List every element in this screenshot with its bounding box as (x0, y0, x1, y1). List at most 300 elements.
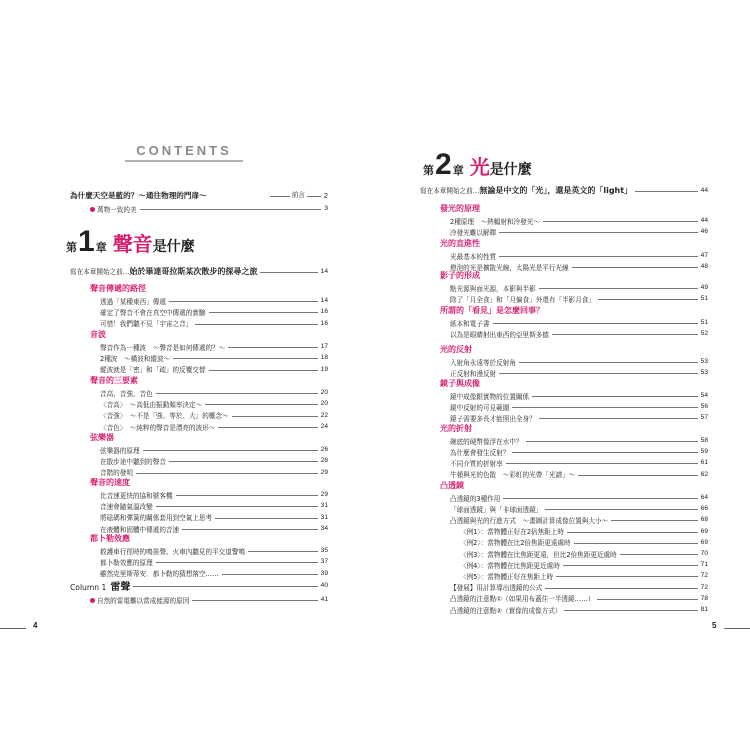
column-label: Column 1 (70, 583, 107, 592)
toc-entry (450, 412, 708, 423)
toc-entry-label: 冷發光難以解釋 (450, 228, 497, 237)
leader-line (611, 520, 697, 521)
toc-entry-column (70, 580, 328, 591)
toc-entry-text (450, 504, 542, 514)
section-heading: 聲音傳遞的路徑 (90, 284, 146, 293)
section-heading: 影子的形成 (440, 271, 480, 280)
toc-entry-label: 在液體和固體中傳遞的音速 (100, 525, 180, 534)
leader-line (512, 407, 697, 408)
toc-entry-text (100, 318, 192, 328)
toc-page-number: 78 (700, 594, 708, 602)
toc-entry-text (100, 490, 173, 500)
leader-line (635, 191, 698, 192)
toc-entry-label: 除了「月全食」和「月偏食」外還有「半影月食」 (450, 295, 596, 304)
toc-entry-text (450, 357, 516, 367)
leader-line (248, 551, 318, 552)
toc-page-number: 54 (700, 392, 708, 399)
toc-page-number: 62 (700, 470, 708, 478)
toc-entry-text (450, 605, 561, 615)
toc-entry-label: 光最基本的性質 (450, 252, 497, 261)
toc-page-number: 37 (320, 558, 328, 566)
leader-line (140, 209, 322, 210)
toc-entry-label: 凸透鏡的3種作用 (450, 494, 501, 503)
contents-title: CONTENTS (136, 143, 232, 158)
toc-entry (450, 514, 708, 525)
leader-line (270, 191, 321, 199)
toc-entry-label: 〈例2〉：當物體在比2倍焦距更遠處時 (460, 539, 571, 548)
chapter-intro-entry (70, 266, 328, 277)
chapter-heading (66, 225, 195, 259)
leader-line (156, 393, 318, 394)
toc-entry (460, 548, 708, 559)
toc-page-number: 2 (323, 191, 328, 200)
toc-entry-text (100, 364, 206, 374)
toc-entry-label: 為什麼會發生反射？ (450, 448, 510, 457)
leader-line (552, 334, 698, 335)
toc-entry-label: 「球面透鏡」與「非球面透鏡」 (450, 505, 543, 514)
toc-entry-text (450, 368, 496, 378)
toc-entry-label: 凸透鏡與光的行進方式 ～畫圖計算成像位置與大小～ (450, 516, 609, 525)
toc-entry (100, 444, 328, 455)
toc-entry (450, 401, 708, 412)
section-heading: 鏡子與成像 (440, 379, 480, 388)
toc-page-number: 66 (700, 505, 708, 513)
toc-page-number: 14 (320, 268, 328, 275)
toc-page-number: 39 (320, 569, 328, 577)
right-folio-rule (724, 628, 750, 629)
toc-entry (450, 328, 708, 339)
toc-page-number: 19 (320, 365, 328, 373)
leader-line (620, 554, 698, 555)
toc-entry (100, 364, 328, 375)
toc-entry (100, 306, 328, 317)
toc-entry-label: 可惜！我們聽不見「宇宙之音」 (100, 320, 193, 329)
leader-line (597, 599, 697, 600)
leader-line (218, 427, 317, 428)
toc-page-number: 68 (700, 516, 708, 524)
toc-entry-text (450, 493, 500, 503)
leader-line (556, 576, 697, 577)
toc-entry-label: 比音速更快的協和號客機 (100, 491, 173, 500)
toc-entry (450, 356, 708, 367)
toc-page-number: 29 (320, 491, 328, 498)
toc-entry-text (100, 353, 170, 363)
toc-entry (450, 293, 708, 304)
leader-line (578, 475, 697, 476)
toc-entry-label: 縱波就是「密」和「疏」的反覆交替 (100, 366, 206, 375)
leader-line (503, 498, 697, 499)
leader-line (543, 221, 698, 222)
section-heading: 凸透鏡 (440, 481, 464, 490)
chapter-title-main: 光 (469, 155, 490, 179)
toc-entry-label: 萬物一致的美 (97, 205, 137, 214)
toc-entry-text (450, 593, 594, 603)
leader-line (156, 562, 318, 563)
leader-line (519, 362, 698, 363)
toc-entry (450, 435, 708, 446)
toc-page-number: 16 (320, 319, 328, 327)
section-heading: 音波 (90, 330, 106, 339)
toc-entry-text (450, 436, 523, 446)
toc-page-number: 20 (320, 389, 328, 396)
toc-entry-text (450, 329, 549, 339)
left-folio-rule (0, 628, 26, 629)
leader-line (572, 267, 698, 268)
toc-entry (100, 556, 328, 567)
toc-entry-label: 燈泡的光是擴散光線，太陽光是平行光線 (450, 263, 569, 272)
toc-page-number: 53 (700, 369, 708, 377)
toc-entry-label: 音階的發明 (100, 469, 133, 478)
chapter-suffix: 章 (452, 164, 464, 177)
leader-line (173, 358, 318, 359)
toc-page-number: 31 (320, 502, 328, 510)
toc-entry-label: 〈例3〉：當物體在比焦距更遠，但比2倍焦距更近處時 (460, 550, 617, 559)
toc-entry-label: 〈例1〉：當物體正好在2倍焦距上時 (460, 528, 564, 537)
bullet-dot-icon (90, 207, 95, 212)
toc-entry-text (100, 456, 166, 466)
toc-page-number: 18 (320, 354, 328, 362)
toc-entry-column-sub (90, 594, 328, 605)
toc-entry-text (100, 388, 153, 398)
toc-page-number: 14 (320, 297, 328, 304)
leader-line (169, 301, 318, 302)
chapter-heading (423, 148, 532, 182)
toc-entry (100, 545, 328, 556)
toc-entry (100, 467, 328, 478)
toc-entry (450, 469, 708, 480)
leader-line (499, 232, 698, 233)
leader-line (232, 416, 318, 417)
toc-entry (100, 410, 328, 421)
toc-entry-label: 凸透鏡的注意點①（如果用布蓋住一半透鏡……） (450, 595, 595, 604)
toc-entry-text (450, 582, 542, 592)
toc-page-number: 61 (700, 459, 708, 467)
toc-page-number: 64 (700, 494, 708, 501)
toc-entry-label: 音速會隨氣溫改變 (100, 502, 153, 511)
leader-line (133, 586, 317, 587)
toc-entry-text (100, 342, 225, 352)
chapter-prefix: 第 (66, 241, 77, 254)
toc-entry-text (450, 294, 595, 304)
section-heading: 弦樂器 (90, 433, 114, 442)
section-heading: 光的反射 (440, 345, 472, 354)
chapter-intro-title: 無論是中文的「光」，還是英文的「light」 (479, 186, 633, 195)
toc-page-number: 28 (320, 457, 328, 465)
toc-entry-text (100, 399, 202, 409)
toc-entry-text (100, 568, 219, 578)
toc-entry-text (460, 537, 571, 547)
toc-entry-text (450, 227, 496, 237)
toc-entry-text (100, 410, 229, 420)
toc-entry (100, 398, 328, 409)
leader-line (156, 506, 318, 507)
toc-entry (100, 352, 328, 363)
toc-entry-label: 紙本和電子書 (450, 319, 490, 328)
toc-entry-label: 〈音色〉 ～純粹的聲音是漂亮的波形～ (100, 423, 216, 432)
section-heading: 所謂的「看見」是怎麼回事？ (440, 306, 544, 315)
toc-entry (450, 317, 708, 328)
toc-entry (100, 421, 328, 432)
section-heading: 聲音的速度 (90, 478, 130, 487)
toc-entry-label: 正反射和漫反射 (450, 369, 497, 378)
leader-line (545, 509, 697, 510)
toc-entry-text (450, 469, 575, 479)
toc-entry (100, 489, 328, 500)
toc-entry-text (450, 447, 509, 457)
toc-entry-text (450, 413, 536, 423)
toc-entry (450, 367, 708, 378)
toc-entry-label: 〈音強〉 ～不是「強、等於、大」的概念～ (100, 412, 229, 421)
toc-entry-text (450, 251, 496, 261)
toc-entry-preface-sub (90, 203, 328, 214)
toc-entry-text (100, 422, 215, 432)
toc-page-number: 17 (320, 343, 328, 350)
toc-entry-text (100, 512, 212, 522)
leader-line (195, 324, 317, 325)
toc-entry-label: 透過「某種東西」傳遞 (100, 297, 166, 306)
toc-entry-label: 將砝碼和彈簧的關係套用到空氣上思考 (100, 514, 213, 523)
toc-entry (450, 390, 708, 401)
leader-line (176, 495, 318, 496)
toc-entry-text (100, 546, 245, 556)
chapter-title-rest: 是什麼 (152, 239, 195, 255)
section-heading: 發光的原理 (440, 204, 480, 213)
column-title: 雷聲 (110, 582, 131, 593)
chapter-title-rest: 是什麼 (489, 162, 532, 178)
toc-entry (100, 500, 328, 511)
toc-page-number: 31 (320, 513, 328, 521)
leader-line (532, 396, 698, 397)
toc-entry-label: 聲音作為一種波 ～聲音是如何傳遞的？～ (100, 343, 226, 352)
toc-entry-label: 【發展】用計算導出透鏡的公式 (450, 584, 543, 593)
chapter-intro-entry (420, 185, 708, 196)
toc-page-number: 57 (700, 414, 708, 422)
leader-line (563, 565, 698, 566)
toc-page-number: 24 (320, 423, 328, 431)
toc-entry-label: 在散步途中聽到的聲音 (100, 457, 166, 466)
leader-line (260, 272, 317, 273)
toc-page-number: 34 (320, 525, 328, 533)
chapter-title-main: 聲音 (112, 232, 153, 256)
toc-entry-label: 點光源與面光源，本影與半影 (450, 284, 536, 293)
bullet-dot-icon (90, 598, 95, 603)
toc-page-number: 69 (700, 538, 708, 546)
toc-entry (460, 570, 708, 581)
toc-page-number: 52 (700, 330, 708, 338)
toc-page-number: 69 (700, 527, 708, 535)
toc-entry-label: 入射角永遠等於反射角 (450, 358, 516, 367)
toc-page-number: 47 (700, 252, 708, 259)
toc-page-number: 58 (700, 437, 708, 444)
leader-line (136, 473, 318, 474)
leader-line (526, 441, 698, 442)
toc-page-number: 59 (700, 448, 708, 456)
toc-entry (450, 582, 708, 593)
toc-entry-label: 自然的雷電難以當成能源的原因 (97, 596, 190, 605)
toc-page-number: 72 (700, 583, 708, 591)
toc-entry-label: 都卜勒效應的原理 (100, 558, 153, 567)
toc-entry-label: 音高、音強、音色 (100, 389, 153, 398)
leader-line (182, 529, 318, 530)
toc-page-number: 71 (700, 561, 708, 569)
toc-entry-text (90, 204, 137, 214)
toc-entry-label: 2種波 ～橫波和縱波～ (100, 354, 171, 363)
toc-page-number: 20 (320, 400, 328, 408)
toc-entry-text (100, 307, 206, 317)
leader-line (209, 312, 318, 313)
leader-line (209, 370, 318, 371)
toc-entry-label: 鏡子需要多長才能照出全身？ (450, 414, 536, 423)
chapter-intro-text (420, 185, 632, 196)
toc-page-number: 51 (700, 319, 708, 326)
leader-line (539, 288, 698, 289)
toc-entry-label: 以為是眼睛射出東西的亞里斯多德 (450, 330, 549, 339)
toc-page-number: 16 (320, 308, 328, 316)
toc-entry-label: 〈例5〉：當物體正好在焦距上時 (460, 572, 554, 581)
toc-page-number: 29 (320, 468, 328, 476)
toc-entry-text (100, 445, 140, 455)
toc-entry-text (100, 296, 166, 306)
leader-line (205, 404, 317, 405)
toc-entry-text (100, 557, 153, 567)
toc-entry-label: 碗底的硬幣像浮在水中？ (450, 437, 523, 446)
toc-entry-text (70, 190, 267, 201)
leader-line (215, 518, 318, 519)
toc-entry-text (460, 571, 553, 581)
chapter-number: 1 (78, 225, 95, 258)
chapter-number: 2 (435, 148, 452, 181)
toc-page-number: 49 (700, 284, 708, 291)
leader-line (598, 299, 698, 300)
toc-entry (450, 215, 708, 226)
toc-entry (450, 282, 708, 293)
right-page-number: 5 (712, 621, 717, 630)
leader-line (574, 543, 698, 544)
toc-entry (450, 503, 708, 514)
toc-entry (450, 593, 708, 604)
leader-line (506, 463, 698, 464)
leader-line (499, 256, 698, 257)
toc-entry-text (460, 549, 617, 559)
toc-page-number: 51 (700, 295, 708, 303)
toc-page-number: 72 (700, 572, 708, 580)
toc-entry-label: 凸透鏡的注意點②（實像的成像方式） (450, 606, 562, 615)
toc-entry (460, 537, 708, 548)
leader-line (567, 532, 698, 533)
chapter-intro-lead: 寫在本章開始之前… (420, 187, 480, 195)
leader-line (545, 588, 697, 589)
toc-entry (100, 295, 328, 306)
toc-page-number: 44 (700, 187, 708, 194)
chapter-intro-title: 始於畢達哥拉斯某次散步的探尋之旅 (129, 267, 258, 276)
leader-line (222, 574, 318, 575)
toc-entry (100, 455, 328, 466)
toc-page-number: 35 (320, 547, 328, 554)
toc-entry (450, 457, 708, 468)
toc-entry-label: 2種原理 ～熱輻射和冷發光～ (450, 217, 540, 226)
leader-line (143, 450, 318, 451)
toc-entry-label: 確定了聲音不會在真空中傳遞的實驗 (100, 308, 206, 317)
toc-entry (450, 492, 708, 503)
toc-page-number: 41 (320, 596, 328, 603)
leader-line (539, 418, 698, 419)
toc-entry (460, 526, 708, 537)
leader-line (493, 323, 698, 324)
toc-entry-label: 救護車行徑時的鳴笛聲、火車內聽見的平交道警鳴 (100, 547, 246, 556)
chapter-prefix: 第 (423, 164, 434, 177)
toc-entry-text (460, 526, 564, 536)
toc-page-number: 44 (700, 217, 708, 224)
chapter-intro-lead: 寫在本章開始之前… (70, 268, 130, 276)
toc-entry (450, 250, 708, 261)
chapter-intro-text (70, 266, 257, 277)
toc-entry-text (450, 391, 529, 401)
toc-entry-text (450, 216, 540, 226)
toc-entry-label: 〈例4〉：當物體在比焦距更近處時 (460, 561, 560, 570)
toc-entry-text (450, 402, 509, 412)
toc-page-number: 40 (320, 582, 328, 589)
toc-entry-label: 牛頓與光的色散 ～彩虹的光帶「光譜」～ (450, 471, 576, 480)
toc-page-number: 26 (320, 446, 328, 453)
toc-entry (100, 568, 328, 579)
leader-line (228, 347, 317, 348)
toc-page-number: 22 (320, 411, 328, 419)
toc-entry-label: 不同介質的折射率 (450, 459, 503, 468)
column-heading (70, 578, 130, 593)
toc-entry-preface (70, 190, 328, 201)
toc-entry-label: 鏡中成像跟實物的位置關係 (450, 392, 530, 401)
leader-line (169, 461, 318, 462)
toc-entry (450, 604, 708, 615)
toc-entry-text (450, 318, 490, 328)
toc-entry (450, 446, 708, 457)
toc-page-number: 81 (700, 606, 708, 613)
toc-entry-text (100, 501, 153, 511)
leader-line (564, 610, 697, 611)
toc-entry (100, 387, 328, 398)
toc-entry-sublabel: 前言 (291, 191, 305, 199)
toc-page-number: 53 (700, 358, 708, 365)
toc-entry (460, 559, 708, 570)
section-heading: 光的直進性 (440, 239, 480, 248)
chapter-suffix: 章 (95, 241, 107, 254)
toc-entry-label: 雖然克里斯蒂安．都卜勒的猜想落空…… (100, 570, 219, 579)
toc-entry-label: 為什麼天空是藍的？～通往物理的門扉～ (70, 191, 207, 200)
toc-entry-label: 弦樂器的原理 (100, 446, 140, 455)
toc-entry (450, 261, 708, 272)
toc-page-number: 46 (700, 228, 708, 236)
section-heading: 聲音的三要素 (90, 376, 138, 385)
toc-entry-text (460, 560, 560, 570)
left-page-number: 4 (33, 621, 38, 630)
toc-entry-text (450, 515, 608, 525)
leader-line (499, 373, 698, 374)
toc-entry-label: 鏡中反射的可見範圍 (450, 403, 510, 412)
toc-entry (100, 318, 328, 329)
section-heading: 都卜勒效應 (90, 534, 130, 543)
toc-page-number: 3 (324, 205, 328, 212)
toc-page-number: 48 (700, 263, 708, 271)
toc-entry (100, 512, 328, 523)
section-heading: 光的折射 (440, 424, 472, 433)
toc-entry (450, 226, 708, 237)
toc-entry-text (100, 467, 133, 477)
toc-entry-label: 〈音高〉 ～高低由振動頻率決定～ (100, 400, 203, 409)
toc-entry-text (450, 458, 503, 468)
toc-entry-text (450, 283, 536, 293)
toc-page-number: 56 (700, 403, 708, 411)
toc-entry (100, 341, 328, 352)
